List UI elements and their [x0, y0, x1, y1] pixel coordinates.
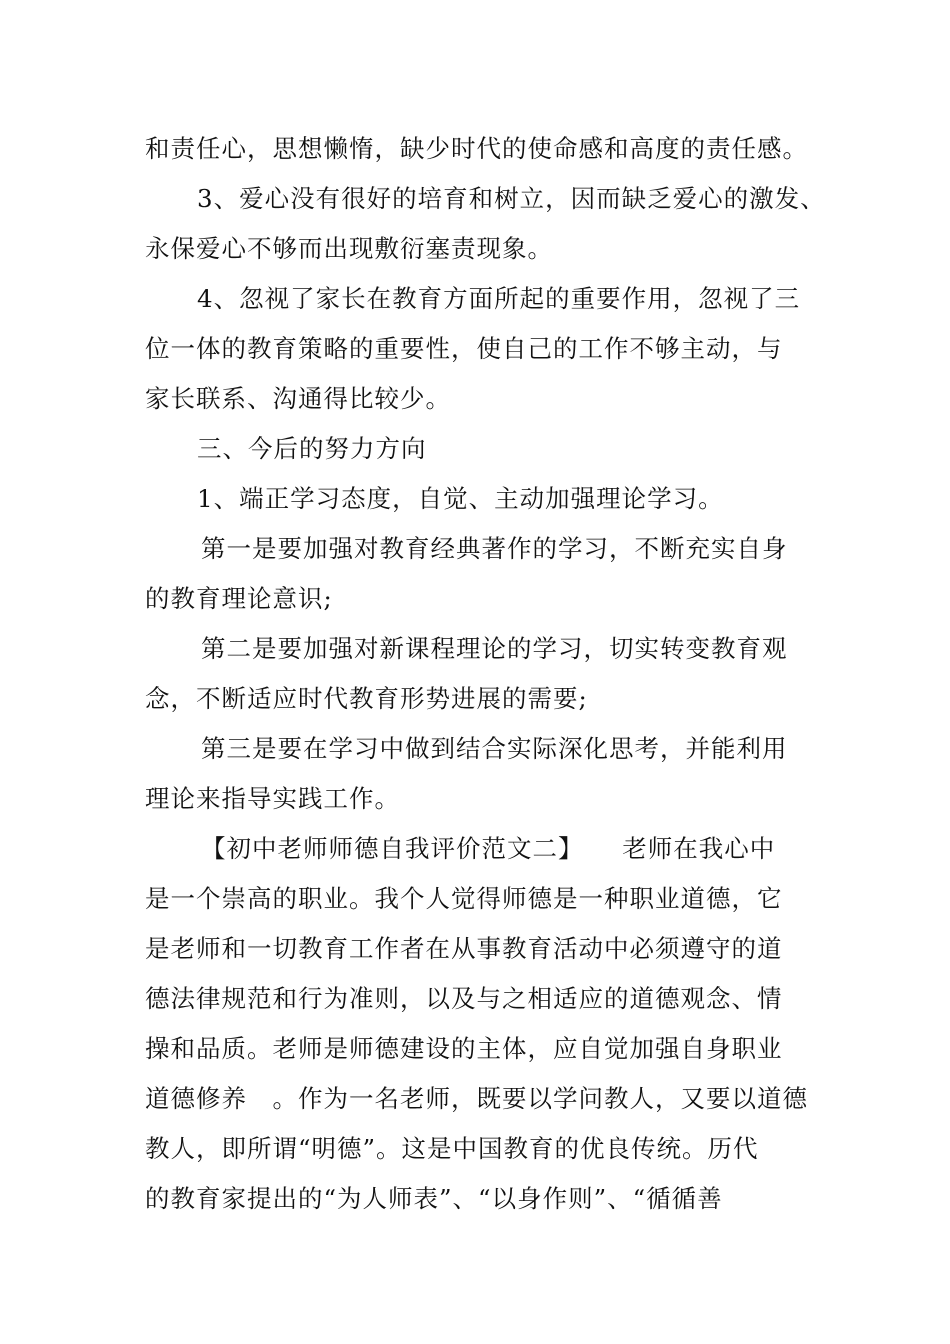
section-heading: 三、今后的努力方向	[197, 434, 427, 463]
text-line: 第二是要加强对新课程理论的学习，切实转变教育观	[201, 634, 788, 663]
text-line: 1、端正学习态度，自觉、主动加强理论学习。	[197, 484, 724, 513]
text-line: 3、爱心没有很好的培育和树立，因而缺乏爱心的激发、	[197, 184, 826, 213]
text-line: 的教育理论意识;	[145, 584, 333, 613]
text-line: 道德修养 。作为一名老师，既要以学问教人，又要以道德	[145, 1084, 808, 1113]
text-line: 第三是要在学习中做到结合实际深化思考，并能利用	[201, 734, 788, 763]
text-line: 念，不断适应时代教育形势进展的需要;	[145, 684, 588, 713]
text-line: 家长联系、沟通得比较少。	[145, 384, 451, 413]
text-line: 德法律规范和行为准则，以及与之相适应的道德观念、情	[145, 984, 783, 1013]
text-line: 是一个崇高的职业。我个人觉得师德是一种职业道德，它	[145, 884, 783, 913]
text-line: 4、忽视了家长在教育方面所起的重要作用，忽视了三	[197, 284, 801, 313]
text-line: 永保爱心不够而出现敷衍塞责现象。	[145, 234, 553, 263]
text-line: 教人，即所谓“明德”。这是中国教育的优良传统。历代	[145, 1134, 759, 1163]
text-line: 的教育家提出的“为人师表”、“以身作则”、“循循善	[145, 1184, 723, 1213]
text-line: 和责任心，思想懒惰，缺少时代的使命感和高度的责任感。	[145, 134, 808, 163]
section-title-line: 【初中老师师德自我评价范文二】 老师在我心中	[201, 834, 776, 863]
text-line: 位一体的教育策略的重要性，使自己的工作不够主动，与	[145, 334, 783, 363]
text-line: 是老师和一切教育工作者在从事教育活动中必须遵守的道	[145, 934, 783, 963]
text-line: 第一是要加强对教育经典著作的学习，不断充实自身	[201, 534, 788, 563]
text-line: 操和品质。老师是师德建设的主体，应自觉加强自身职业	[145, 1034, 783, 1063]
text-line: 理论来指导实践工作。	[145, 784, 400, 813]
document-body	[145, 124, 826, 1224]
